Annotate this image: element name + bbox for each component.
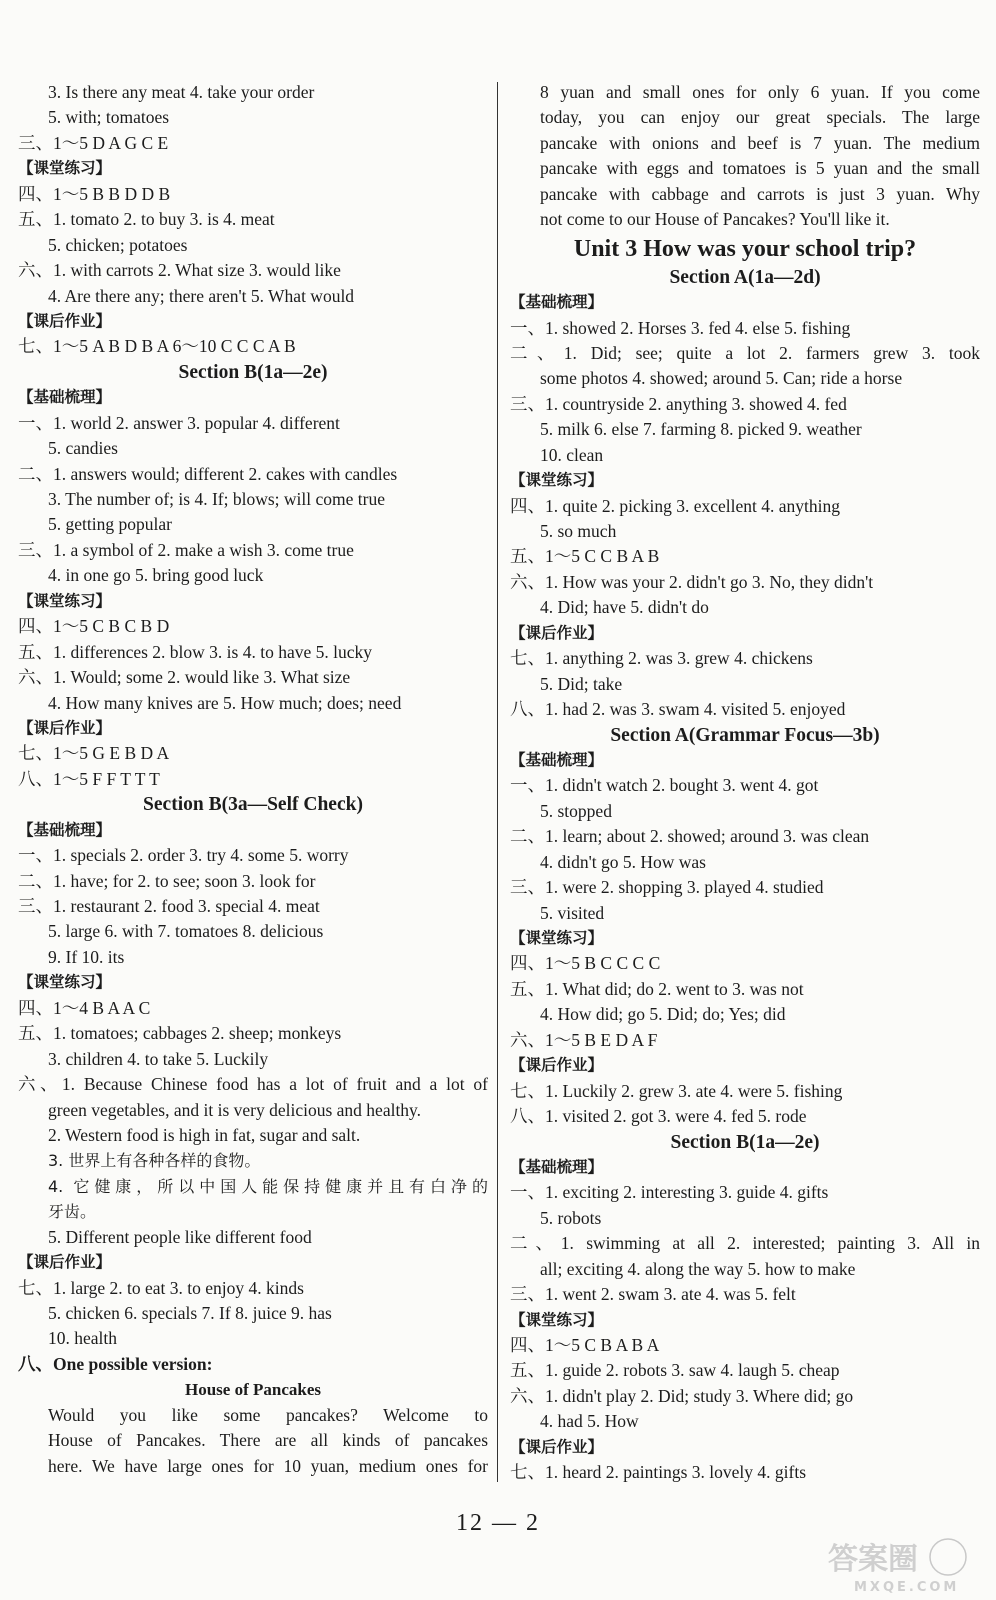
svg-text:MXQE.COM: MXQE.COM	[854, 1580, 960, 1595]
answer-line: all; exciting 4. along the way 5. how to make	[540, 1258, 856, 1279]
answer-line: 10. health	[48, 1328, 118, 1349]
answer-line: 4. How did; go 5. Did; do; Yes; did	[540, 1004, 786, 1025]
right-column	[510, 80, 980, 1486]
answer-line: 3. The number of; is 4. If; blows; will come true	[48, 489, 385, 509]
answer-line: 七、1～5 G E B D A	[18, 743, 170, 764]
answer-line: 七、1. Luckily 2. grew 3. ate 4. were 5. fishing	[510, 1080, 843, 1101]
answer-line: 5. so much	[540, 521, 617, 541]
column-divider	[497, 82, 498, 1482]
answer-line: 4. didn't go 5. How was	[540, 851, 706, 872]
answer-line: 4. had 5. How	[540, 1411, 639, 1432]
answer-line: House of Pancakes. There are all kinds of pancakes	[48, 1430, 488, 1451]
answer-line: 六、1. Would; some 2. would like 3. What size	[18, 667, 351, 688]
exercise-tag: 【课堂练习】	[510, 1310, 604, 1329]
answer-line: 5. candies	[48, 438, 118, 459]
exercise-tag: 【课堂练习】	[510, 471, 604, 490]
answer-line: 三、1. went 2. swam 3. ate 4. was 5. felt	[510, 1284, 796, 1305]
section-heading: Section B(1a—2e)	[178, 361, 328, 383]
answer-line: 4. in one go 5. bring good luck	[48, 565, 264, 586]
answer-line: 一、1. showed 2. Horses 3. fed 4. else 5. fishing	[510, 317, 851, 338]
exercise-tag: 【基础梳理】	[510, 293, 604, 312]
answer-line: not come to our House of Pancakes? You'll like it.	[540, 209, 890, 230]
answer-line: 一、1. exciting 2. interesting 3. guide 4. gifts	[510, 1182, 829, 1203]
section-heading: Section A(Grammar Focus—3b)	[610, 724, 880, 746]
answer-line: 七、1. anything 2. was 3. grew 4. chickens	[510, 648, 813, 669]
answer-line: Would you like some pancakes? Welcome to	[48, 1404, 488, 1425]
answer-line: 一、1. didn't watch 2. bought 3. went 4. got	[510, 775, 819, 796]
answer-line: 三、1. countryside 2. anything 3. showed 4. fed	[510, 393, 847, 414]
essay-title: House of Pancakes	[185, 1380, 321, 1400]
exercise-tag: 【基础梳理】	[18, 388, 112, 407]
answer-line: 四、1～4 B A A C	[18, 997, 151, 1018]
answer-line: pancake with eggs and tomatoes is 5 yuan and the small	[540, 158, 980, 179]
exercise-tag: 【课后作业】	[510, 1437, 604, 1456]
answer-line: 七、1. heard 2. paintings 3. lovely 4. gifts	[510, 1462, 807, 1483]
answer-line: 四、1. quite 2. picking 3. excellent 4. anything	[510, 495, 841, 516]
answer-line: 5. Did; take	[540, 673, 623, 694]
answer-line: 四、1～5 C B C B D	[18, 616, 170, 637]
answer-line: 八、One possible version:	[18, 1353, 213, 1374]
answer-line: 4. Are there any; there aren't 5. What would	[48, 285, 355, 306]
section-heading: Section B(3a—Self Check)	[143, 794, 363, 816]
answer-line: 5. getting popular	[48, 514, 172, 535]
exercise-tag: 【课后作业】	[510, 623, 604, 642]
answer-line: 三、1～5 D A G C E	[18, 132, 169, 153]
section-heading: Section B(1a—2e)	[670, 1131, 820, 1153]
section-heading: Section A(1a—2d)	[669, 266, 821, 288]
answer-line: 一、1. specials 2. order 3. try 4. some 5. worry	[18, 845, 349, 866]
answer-line: 六、1. Because Chinese food has a lot of fruit and a lot of	[18, 1074, 488, 1095]
answer-line: 六、1. How was your 2. didn't go 3. No, they didn't	[510, 571, 874, 592]
answer-line: 5. with; tomatoes	[48, 107, 170, 128]
exercise-tag: 【课后作业】	[510, 1056, 604, 1075]
answer-line: 四、1～5 B B D D B	[18, 183, 171, 204]
answer-line: 七、1～5 A B D B A 6～10 C C C A B	[18, 336, 296, 357]
exercise-tag: 【课后作业】	[18, 311, 112, 330]
answer-line: 四、1～5 B C C C C	[510, 953, 661, 974]
answer-line: 五、1～5 C C B A B	[510, 546, 660, 567]
answer-line: 3. children 4. to take 5. Luckily	[48, 1048, 269, 1069]
answer-line: 三、1. a symbol of 2. make a wish 3. come true	[18, 539, 354, 560]
answer-line: 二、1. Did; see; quite a lot 2. farmers grew 3. took	[510, 342, 980, 363]
answer-line: 5. milk 6. else 7. farming 8. picked 9. weather	[540, 419, 862, 440]
answer-line: 牙齿。	[48, 1202, 97, 1222]
left-column	[18, 80, 488, 1479]
answer-line: 10. clean	[540, 444, 604, 465]
answer-line: 六、1. with carrots 2. What size 3. would like	[18, 260, 341, 281]
exercise-tag: 【课后作业】	[18, 718, 112, 737]
answer-line: 2. Western food is high in fat, sugar and salt.	[48, 1124, 361, 1145]
answer-line: 五、1. differences 2. blow 3. is 4. to have 5. lucky	[18, 641, 372, 662]
answer-line: 5. robots	[540, 1207, 602, 1228]
exercise-tag: 【基础梳理】	[510, 1157, 604, 1176]
answer-line: 二、1. swimming at all 2. interested; painting 3. All in	[510, 1233, 980, 1254]
answer-line: 4. How many knives are 5. How much; does; need	[48, 692, 402, 713]
answer-line: 5. chicken 6. specials 7. If 8. juice 9. has	[48, 1303, 332, 1323]
answer-line: pancake with cabbage and carrots is just 3 yuan. Why	[540, 183, 980, 204]
answer-line: 七、1. large 2. to eat 3. to enjoy 4. kinds	[18, 1277, 304, 1298]
answer-line: 5. large 6. with 7. tomatoes 8. delicious	[48, 921, 324, 942]
answer-line: 二、1. have; for 2. to see; soon 3. look for	[18, 870, 316, 891]
answer-line: here. We have large ones for 10 yuan, medium ones for	[48, 1455, 488, 1476]
answer-line: 八、1～5 F F T T T	[18, 768, 160, 789]
answer-line: 五、1. tomato 2. to buy 3. is 4. meat	[18, 209, 275, 230]
answer-line: 3. 世界上有各种各样的食物。	[48, 1151, 261, 1171]
unit-heading: Unit 3 How was your school trip?	[573, 235, 917, 262]
answer-line: 4. Did; have 5. didn't do	[540, 597, 709, 618]
answer-line: 5. visited	[540, 902, 605, 923]
answer-line: 4. 它健康，所以中国人能保持健康并且有白净的	[48, 1176, 488, 1196]
page-number: 12 — 2	[456, 1510, 540, 1536]
answer-line: green vegetables, and it is very delicious and healthy.	[48, 1099, 422, 1120]
answer-line: 5. Different people like different food	[48, 1226, 312, 1247]
exercise-tag: 【课堂练习】	[18, 159, 112, 178]
answer-line: 一、1. world 2. answer 3. popular 4. different	[18, 412, 340, 433]
answer-line: 三、1. were 2. shopping 3. played 4. studied	[510, 877, 824, 898]
answer-line: 六、1～5 B E D A F	[510, 1029, 658, 1050]
answer-line: 五、1. guide 2. robots 3. saw 4. laugh 5. cheap	[510, 1360, 840, 1381]
answer-line: 5. stopped	[540, 800, 612, 821]
answer-line: 3. Is there any meat 4. take your order	[48, 82, 315, 102]
answer-line: 9. If 10. its	[48, 946, 125, 967]
answer-line: 五、1. tomatoes; cabbages 2. sheep; monkeys	[18, 1023, 342, 1044]
answer-line: 8 yuan and small ones for only 6 yuan. If you come	[540, 82, 980, 102]
exercise-tag: 【基础梳理】	[510, 750, 604, 769]
answer-line: 五、1. What did; do 2. went to 3. was not	[510, 978, 804, 999]
exercise-tag: 【课堂练习】	[18, 591, 112, 610]
exercise-tag: 【课堂练习】	[18, 973, 112, 992]
answer-line: some photos 4. showed; around 5. Can; ride a horse	[540, 368, 903, 389]
watermark-logo	[824, 1535, 974, 1595]
answer-line: pancake with onions and beef is 7 yuan. The medium	[540, 132, 980, 153]
exercise-tag: 【基础梳理】	[18, 820, 112, 839]
svg-text:答案圈: 答案圈	[828, 1542, 918, 1577]
answer-line: 八、1. had 2. was 3. swam 4. visited 5. enjoyed	[510, 699, 846, 720]
answer-line: 二、1. answers would; different 2. cakes with candles	[18, 463, 398, 484]
answer-line: today, you can enjoy our great specials. The large	[540, 107, 980, 128]
answer-line: 5. chicken; potatoes	[48, 234, 188, 255]
answer-line: 四、1～5 C B A B A	[510, 1335, 660, 1355]
answer-line: 八、1. visited 2. got 3. were 4. fed 5. rode	[510, 1106, 807, 1127]
answer-line: 二、1. learn; about 2. showed; around 3. was clean	[510, 826, 870, 847]
answer-line: 六、1. didn't play 2. Did; study 3. Where did; go	[510, 1385, 854, 1406]
answer-line: 三、1. restaurant 2. food 3. special 4. meat	[18, 896, 320, 916]
exercise-tag: 【课后作业】	[18, 1253, 112, 1272]
exercise-tag: 【课堂练习】	[510, 929, 604, 947]
